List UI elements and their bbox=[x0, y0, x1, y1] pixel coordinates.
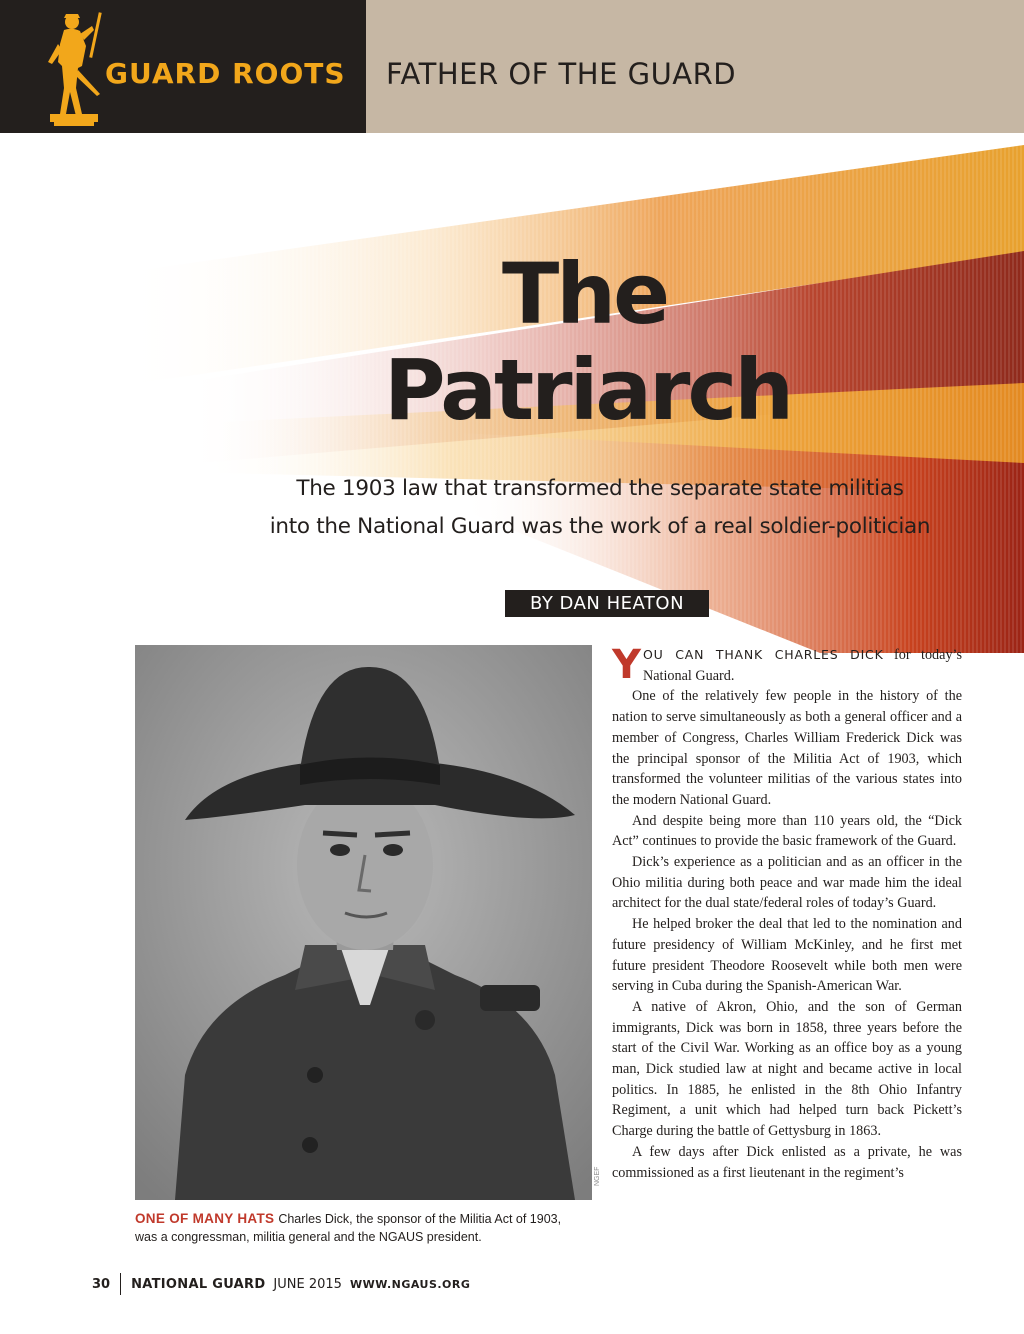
article-paragraph: And despite being more than 110 years old, the “Dick Act” continues to provide the basic framework of the Guard. bbox=[612, 812, 962, 850]
article-title bbox=[384, 246, 824, 438]
photo-caption bbox=[135, 1210, 585, 1246]
article-paragraph: One of the relatively few people in the history of the nation to serve simultaneously as both a general officer and a member of Congress, Charles William Frederick Dick was the principal sponsor of the Militia Act of 1903, which transformed the volunteer militias of the various states into the modern National Guard. bbox=[612, 688, 962, 808]
article-lead-paragraph bbox=[612, 642, 962, 688]
lead-caps: OU CAN THANK CHARLES DICK bbox=[642, 647, 884, 662]
article-paragraph: A few days after Dick enlisted as a private, he was commissioned as a first lieutenant in the regiment’s bbox=[612, 1143, 962, 1181]
magazine-name: NATIONAL GUARD bbox=[131, 1276, 266, 1292]
drop-cap: Y bbox=[612, 642, 641, 688]
page-number: 30 bbox=[92, 1276, 111, 1292]
page-header bbox=[0, 0, 1024, 133]
subtitle-line-2: into the National Guard was the work of a real soldier-politician bbox=[269, 514, 931, 539]
lead-rest: for today’s National Guard. bbox=[642, 647, 962, 684]
footer-divider bbox=[120, 1273, 121, 1295]
issue-date: JUNE 2015 bbox=[273, 1276, 342, 1292]
header-dark-panel bbox=[0, 0, 366, 133]
article-paragraph: Dick’s experience as a politician and as an officer in the Ohio militia during both peace and war made him the ideal architect for the dual state/federal roles of today’s Guard. bbox=[612, 854, 962, 912]
photo-credit: NGEF bbox=[594, 1166, 601, 1186]
article-paragraph: A native of Akron, Ohio, and the son of German immigrants, Dick was born in 1858, three years before the start of the Civil War. Working as an office boy as a young man, Dick studied law at night and became active in local politics. In 1885, he enlisted in the 8th Ohio Infantry Regiment, a unit which had helped turn back Pickett’s Charge during the battle of Gettysburg in 1863. bbox=[612, 998, 962, 1140]
caption-text: Charles Dick, the sponsor of the Militia Act of 1903, was a congressman, militia general and the NGAUS president. bbox=[135, 1212, 562, 1244]
article-body bbox=[612, 642, 962, 1183]
title-line-1: The bbox=[502, 245, 668, 343]
title-line-2: Patriarch bbox=[384, 341, 792, 439]
article-subtitle bbox=[220, 470, 980, 546]
portrait-photo bbox=[135, 645, 592, 1200]
byline: BY DAN HEATON bbox=[505, 590, 709, 617]
minuteman-icon bbox=[42, 10, 108, 128]
article-paragraph: He helped broker the deal that led to the nomination and future presidency of William McKinley, and he first met future president Theodore Roosevelt while both men were serving in Cuba during the Spanish-American War. bbox=[612, 916, 962, 995]
caption-lead: ONE OF MANY HATS bbox=[135, 1211, 275, 1226]
section-title: FATHER OF THE GUARD bbox=[386, 57, 737, 91]
website-link[interactable]: WWW.NGAUS.ORG bbox=[349, 1277, 471, 1291]
section-label: GUARD ROOTS bbox=[105, 57, 346, 90]
subtitle-line-1: The 1903 law that transformed the separate state militias bbox=[296, 476, 904, 501]
page-footer bbox=[92, 1273, 470, 1295]
